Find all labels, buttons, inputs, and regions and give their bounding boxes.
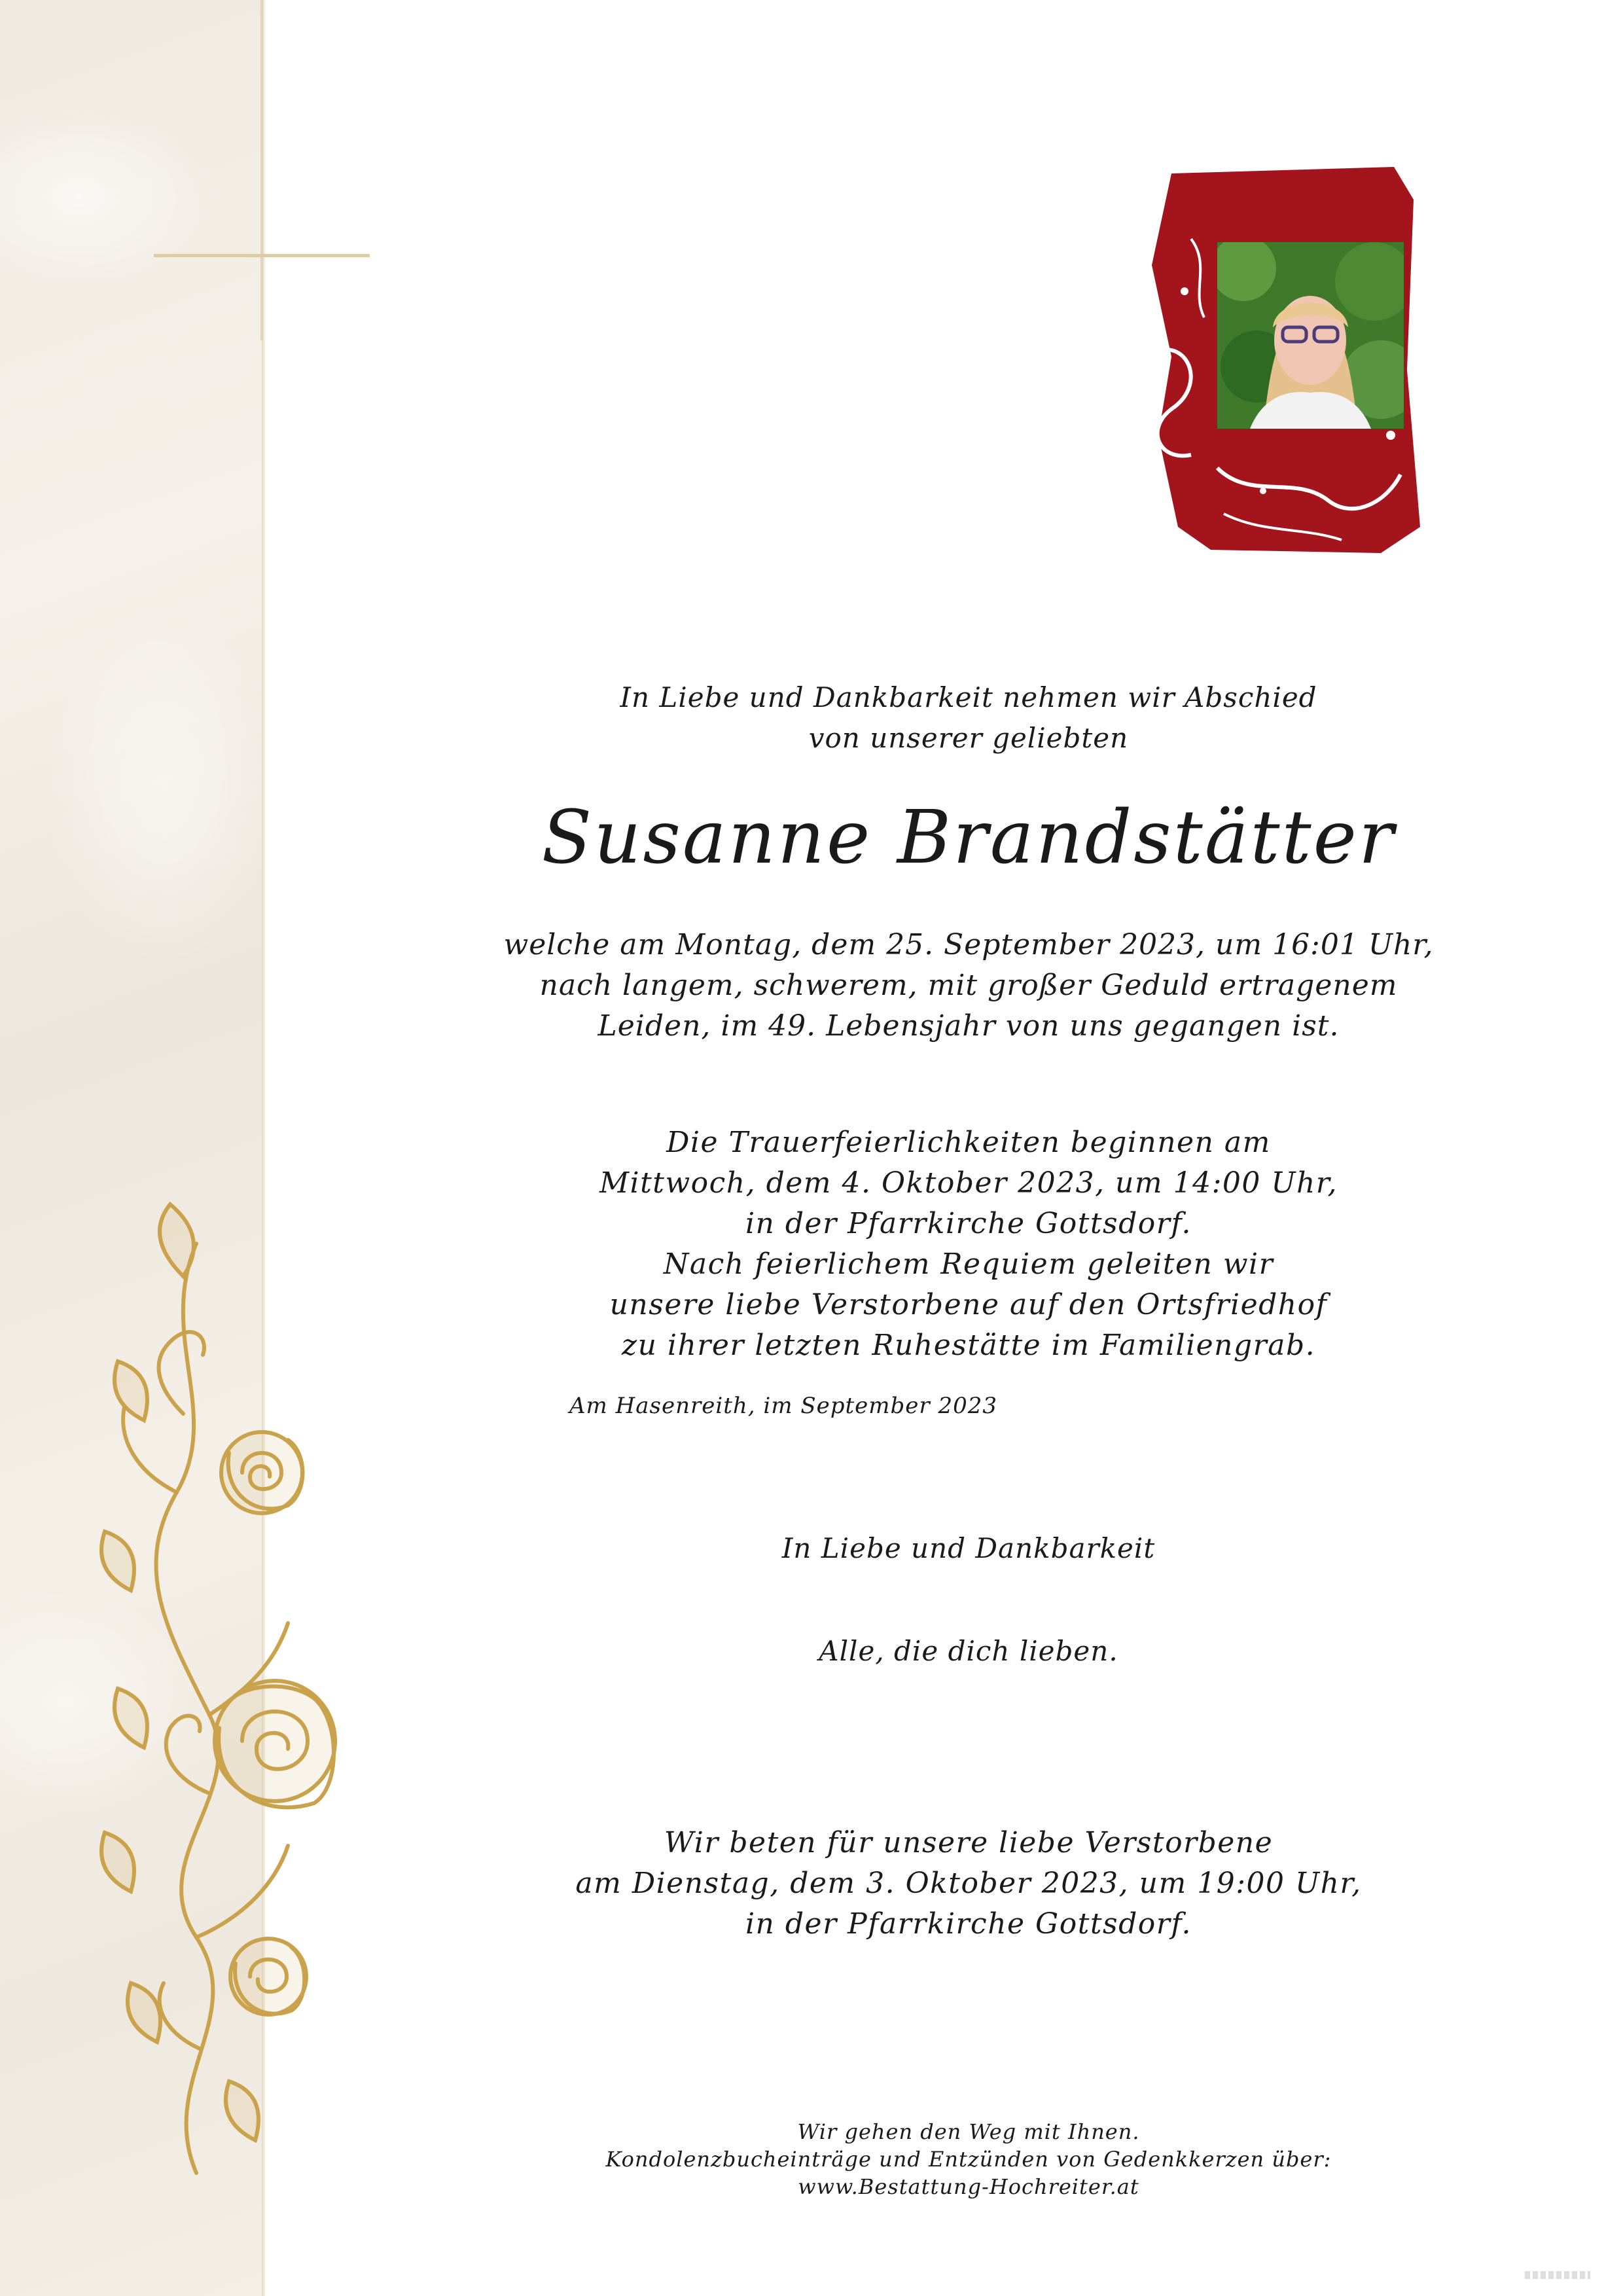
closing-text: In Liebe und Dankbarkeit [781, 1532, 1156, 1564]
funeral-line: in der Pfarrkirche Gottsdorf. [745, 1207, 1192, 1240]
death-notice [458, 925, 1479, 1047]
prayer-line: in der Pfarrkirche Gottsdorf. [745, 1907, 1192, 1941]
prayer-line: Wir beten für unsere liebe Verstorbene [664, 1826, 1274, 1859]
signature-text: Alle, die dich lieben. [819, 1635, 1118, 1667]
footer-line: Wir gehen den Weg mit Ihnen. [797, 2119, 1140, 2144]
funeral-line: Mittwoch, dem 4. Oktober 2023, um 14:00 Uhr, [599, 1166, 1338, 1200]
portrait-photo [1217, 242, 1404, 429]
portrait-frame [1132, 160, 1427, 560]
cross-vertical-bar [260, 0, 263, 340]
footer [458, 2118, 1479, 2200]
deceased-name: Susanne Brandstätter [541, 795, 1396, 880]
funeral-line: zu ihrer letzten Ruhestätte im Familiengrab. [621, 1329, 1316, 1362]
funeral-line: Nach feierlichem Requiem geleiten wir [663, 1247, 1274, 1281]
rose-vine-ornament [79, 1165, 353, 2186]
funeral-line: unsere liebe Verstorbene auf den Ortsfriedhof [609, 1288, 1328, 1321]
death-notice-line: nach langem, schwerem, mit großer Geduld ertragenem [539, 969, 1398, 1002]
prayer-line: am Dienstag, dem 3. Oktober 2023, um 19:00 Uhr, [575, 1867, 1362, 1900]
funeral-details [458, 1122, 1479, 1366]
footer-line: Kondolenzbucheinträge und Entzünden von Gedenkkerzen über: [605, 2147, 1332, 2172]
print-mark [1525, 2271, 1590, 2279]
footer-website[interactable]: www.Bestattung-Hochreiter.at [798, 2174, 1139, 2199]
prayer-details [458, 1823, 1479, 1945]
intro-text [458, 677, 1479, 759]
place-date: Am Hasenreith, im September 2023 [569, 1393, 998, 1419]
intro-line: von unserer geliebten [808, 722, 1129, 754]
intro-line: In Liebe und Dankbarkeit nehmen wir Abschied [620, 681, 1317, 713]
cross-horizontal-bar [154, 254, 370, 257]
death-notice-line: welche am Montag, dem 25. September 2023, um 16:01 Uhr, [503, 928, 1434, 961]
death-notice-line: Leiden, im 49. Lebensjahr von uns gegangen ist. [597, 1009, 1340, 1043]
funeral-line: Die Trauerfeierlichkeiten beginnen am [666, 1126, 1271, 1159]
